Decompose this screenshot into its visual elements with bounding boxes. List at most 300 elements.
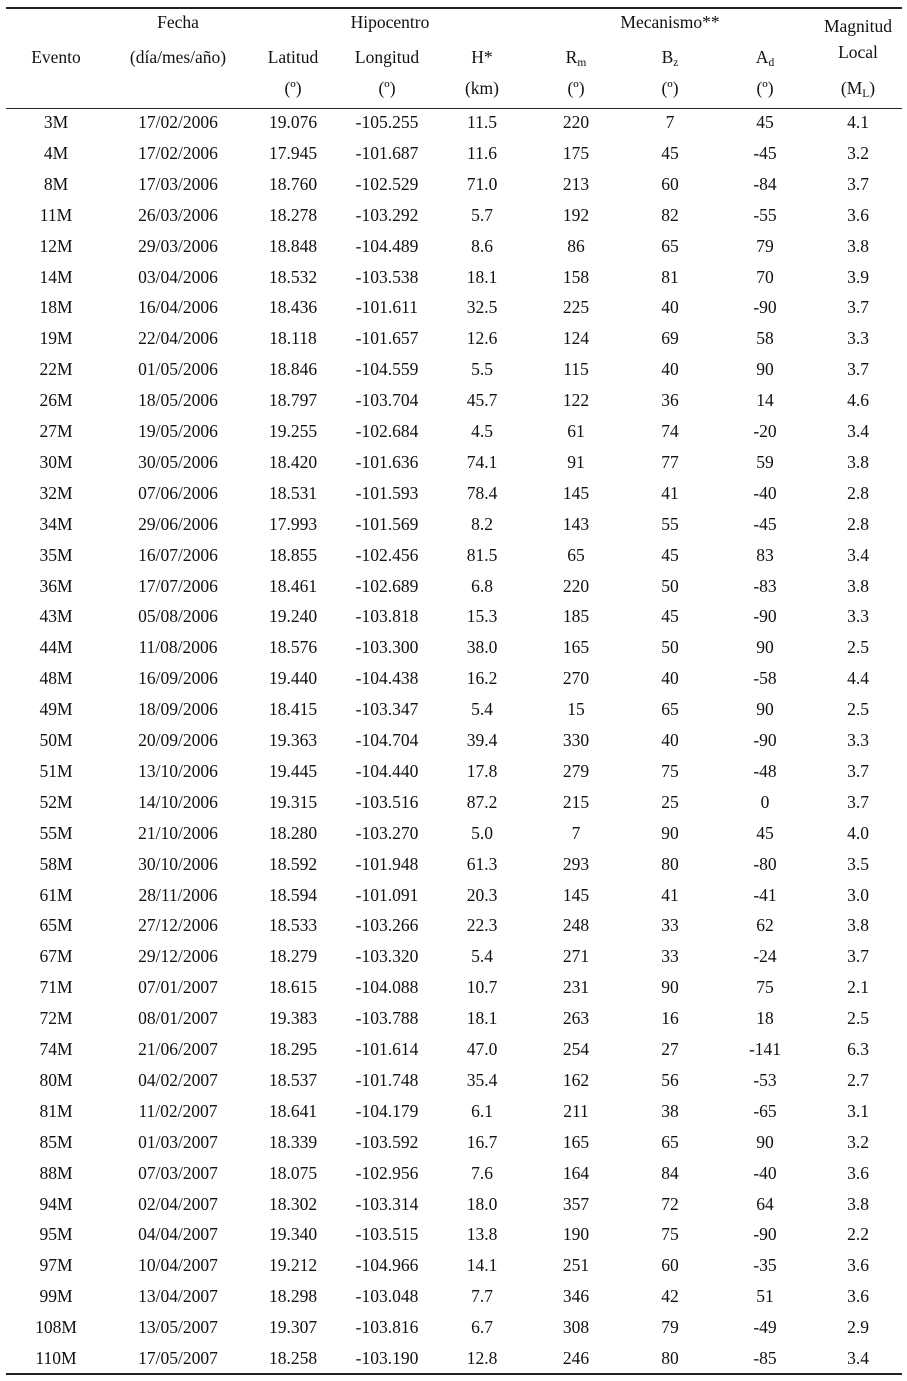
unit-b: (º) [661, 78, 679, 98]
cell-b: 38 [661, 1100, 679, 1121]
table-header-rule [6, 108, 902, 109]
cell-fecha: 20/09/2006 [138, 730, 218, 750]
cell-latitud: 18.280 [268, 822, 318, 843]
cell-latitud: 18.531 [268, 482, 318, 503]
cell-b: 25 [661, 791, 679, 812]
cell-latitud: 19.315 [268, 791, 318, 812]
cell-r: 213 [562, 173, 590, 194]
unit-ml-sub: L [862, 88, 870, 100]
cell-fecha: 07/03/2007 [138, 1162, 218, 1183]
table-row [0, 392, 907, 423]
table-row [0, 361, 907, 392]
cell-fecha: 13/10/2006 [138, 760, 218, 781]
cell-h: 12.8 [466, 1348, 498, 1368]
cell-b: 50 [661, 575, 679, 596]
cell-evento: 55M [39, 822, 73, 843]
cell-ml: 3.3 [847, 730, 869, 750]
cell-fecha: 17/02/2006 [138, 112, 218, 132]
cell-h: 14.1 [466, 1255, 498, 1276]
cell-b: 27 [661, 1039, 679, 1059]
cell-a: -85 [753, 1348, 777, 1368]
cell-h: 7.6 [471, 1162, 493, 1183]
cell-ml: 3.6 [847, 1255, 869, 1276]
cell-a: 18 [756, 1008, 774, 1029]
cell-evento: 80M [39, 1069, 73, 1090]
cell-b: 7 [665, 112, 675, 132]
cell-evento: 51M [39, 760, 73, 781]
cell-latitud: 18.258 [268, 1348, 318, 1368]
cell-fecha: 30/05/2006 [138, 451, 218, 472]
header-fecha: Fecha [157, 12, 199, 32]
cell-a: 58 [756, 328, 774, 349]
cell-evento: 50M [39, 730, 73, 750]
cell-fecha: 29/03/2006 [138, 235, 218, 256]
cell-fecha: 19/05/2006 [138, 421, 218, 441]
cell-longitud: -104.489 [355, 235, 419, 256]
cell-ml: 3.8 [847, 575, 869, 596]
cell-ml: 3.5 [847, 853, 869, 874]
cell-r: 145 [562, 884, 590, 905]
cell-b: 84 [661, 1162, 679, 1183]
cell-ml: 3.0 [847, 884, 869, 905]
cell-r: 122 [562, 390, 590, 411]
cell-ml: 3.7 [847, 760, 869, 781]
cell-a: 90 [756, 637, 774, 658]
table-row [0, 1162, 907, 1196]
cell-evento: 74M [39, 1039, 73, 1059]
table-row [0, 1100, 907, 1134]
cell-r: 251 [562, 1255, 590, 1276]
table-row [0, 1041, 907, 1072]
cell-b: 40 [661, 730, 679, 750]
cell-h: 11.6 [467, 142, 497, 163]
cell-evento: 32M [39, 482, 73, 503]
cell-latitud: 18.279 [268, 946, 318, 967]
cell-a: 64 [756, 1193, 774, 1214]
cell-fecha: 13/04/2007 [138, 1286, 218, 1307]
cell-evento: 88M [39, 1162, 73, 1183]
cell-fecha: 21/06/2007 [138, 1039, 218, 1059]
header-a [725, 49, 805, 67]
cell-fecha: 21/10/2006 [138, 822, 218, 843]
cell-b: 41 [661, 884, 679, 905]
table-row [0, 917, 907, 948]
cell-fecha: 02/04/2007 [138, 1193, 218, 1214]
cell-ml: 2.7 [847, 1069, 869, 1090]
cell-longitud: -101.948 [355, 853, 419, 874]
table-row [0, 1226, 907, 1257]
cell-a: -35 [753, 1255, 777, 1276]
cell-b: 60 [661, 1255, 679, 1276]
cell-longitud: -104.966 [355, 1255, 419, 1276]
cell-fecha: 17/02/2006 [138, 142, 218, 163]
cell-r: 162 [562, 1069, 590, 1090]
cell-evento: 19M [39, 328, 73, 349]
table-row [0, 1319, 907, 1350]
cell-ml: 3.8 [847, 915, 869, 936]
cell-b: 80 [661, 1348, 679, 1368]
cell-evento: 48M [39, 668, 73, 689]
cell-longitud: -103.818 [355, 606, 419, 627]
table-row [0, 173, 907, 207]
unit-ml-open: (M [840, 78, 863, 98]
cell-a: -20 [753, 421, 777, 441]
cell-b: 80 [661, 853, 679, 874]
cell-r: 220 [562, 575, 590, 596]
table-top-rule [6, 7, 902, 9]
cell-evento: 71M [39, 977, 73, 998]
cell-ml: 2.1 [847, 977, 869, 998]
cell-a: -55 [753, 204, 777, 225]
cell-longitud: -102.956 [355, 1162, 419, 1183]
cell-evento: 27M [39, 421, 73, 441]
cell-longitud: -101.748 [355, 1069, 419, 1090]
cell-evento: 108M [35, 1317, 77, 1338]
cell-b: 65 [661, 235, 679, 256]
cell-h: 74.1 [466, 451, 498, 472]
cell-a: 45 [756, 822, 774, 843]
cell-fecha: 28/11/2006 [138, 884, 218, 905]
cell-latitud: 19.383 [268, 1008, 318, 1029]
header-local: Local [838, 42, 878, 62]
cell-r: 143 [562, 513, 590, 534]
cell-h: 5.4 [471, 946, 493, 967]
header-dia-mes-anio: (día/mes/año) [129, 47, 227, 67]
table-row [0, 423, 907, 454]
cell-r: 346 [562, 1286, 590, 1307]
unit-a: (º) [756, 78, 774, 98]
cell-evento: 36M [39, 575, 73, 596]
cell-fecha: 18/05/2006 [138, 390, 218, 411]
cell-a: -45 [753, 513, 777, 534]
header-h: H* [471, 47, 493, 67]
cell-longitud: -103.592 [355, 1131, 419, 1152]
cell-h: 12.6 [466, 328, 498, 349]
header-longitud: Longitud [354, 47, 420, 67]
table-row [0, 330, 907, 361]
header-mecanismo: Mecanismo** [620, 12, 720, 32]
cell-fecha: 17/07/2006 [138, 575, 218, 596]
header-latitud: Latitud [267, 47, 319, 67]
cell-h: 4.5 [471, 421, 493, 441]
cell-h: 11.5 [467, 112, 497, 132]
cell-b: 75 [661, 760, 679, 781]
cell-latitud: 17.945 [268, 142, 318, 163]
cell-b: 75 [661, 1224, 679, 1245]
table-row [0, 142, 907, 176]
unit-longitud: (º) [378, 78, 396, 98]
cell-evento: 34M [39, 513, 73, 534]
cell-latitud: 18.797 [268, 390, 318, 411]
header-a-sub: d [768, 57, 775, 69]
cell-ml: 3.7 [847, 297, 869, 318]
cell-r: 158 [562, 266, 590, 287]
cell-r: 225 [562, 297, 590, 318]
cell-b: 74 [661, 421, 679, 441]
cell-h: 16.7 [466, 1131, 498, 1152]
header-r-sub: m [577, 57, 587, 69]
cell-r: 254 [562, 1039, 590, 1059]
cell-b: 45 [661, 142, 679, 163]
cell-h: 6.8 [471, 575, 493, 596]
table-row [0, 1193, 907, 1227]
cell-r: 271 [562, 946, 590, 967]
cell-h: 20.3 [466, 884, 498, 905]
cell-h: 6.7 [471, 1317, 493, 1338]
cell-ml: 2.9 [847, 1317, 869, 1338]
cell-latitud: 18.594 [268, 884, 318, 905]
cell-r: 91 [567, 451, 585, 472]
cell-r: 246 [562, 1348, 590, 1368]
cell-longitud: -101.611 [355, 297, 419, 318]
cell-a: -65 [753, 1100, 777, 1121]
cell-h: 16.2 [466, 668, 498, 689]
cell-b: 81 [661, 266, 679, 287]
cell-h: 8.6 [471, 235, 493, 256]
cell-latitud: 19.307 [268, 1317, 318, 1338]
cell-fecha: 01/05/2006 [138, 359, 218, 380]
cell-latitud: 19.445 [268, 760, 318, 781]
cell-r: 263 [562, 1008, 590, 1029]
cell-latitud: 19.255 [268, 421, 318, 441]
cell-r: 279 [562, 760, 590, 781]
cell-latitud: 18.846 [268, 359, 318, 380]
table-row [0, 853, 907, 887]
table-row [0, 482, 907, 516]
cell-latitud: 19.340 [268, 1224, 318, 1245]
cell-latitud: 19.212 [268, 1255, 318, 1276]
table-row [0, 513, 907, 547]
cell-h: 38.0 [466, 637, 498, 658]
table-row [0, 235, 907, 269]
header-hipocentro: Hipocentro [350, 12, 430, 32]
cell-a: -90 [753, 730, 777, 750]
cell-evento: 3M [43, 112, 69, 132]
cell-a: -45 [753, 142, 777, 163]
cell-fecha: 10/04/2007 [138, 1255, 218, 1276]
cell-b: 40 [661, 668, 679, 689]
cell-longitud: -103.190 [355, 1348, 419, 1368]
cell-evento: 65M [39, 915, 73, 936]
table-row [0, 608, 907, 639]
cell-r: 165 [562, 1131, 590, 1152]
cell-a: 79 [756, 235, 774, 256]
cell-fecha: 26/03/2006 [138, 204, 218, 225]
cell-longitud: -101.657 [355, 328, 419, 349]
cell-ml: 2.2 [847, 1224, 869, 1245]
cell-a: 45 [756, 112, 774, 132]
cell-latitud: 18.533 [268, 915, 318, 936]
cell-h: 47.0 [466, 1039, 498, 1059]
cell-r: 15 [567, 699, 585, 720]
cell-longitud: -104.438 [355, 668, 419, 689]
cell-r: 86 [567, 235, 585, 256]
cell-r: 211 [563, 1100, 589, 1121]
cell-a: 59 [756, 451, 774, 472]
cell-r: 308 [562, 1317, 590, 1338]
cell-b: 41 [661, 482, 679, 503]
cell-evento: 67M [39, 946, 73, 967]
cell-ml: 4.1 [847, 112, 869, 132]
cell-evento: 43M [39, 606, 73, 627]
cell-r: 231 [562, 977, 590, 998]
cell-b: 16 [661, 1008, 679, 1029]
cell-latitud: 18.532 [268, 266, 318, 287]
cell-fecha: 08/01/2007 [138, 1008, 218, 1029]
table-row [0, 979, 907, 1010]
cell-longitud: -101.569 [355, 513, 419, 534]
cell-b: 65 [661, 699, 679, 720]
cell-ml: 3.6 [847, 1286, 869, 1307]
table-row [0, 114, 907, 145]
cell-ml: 4.0 [847, 822, 869, 843]
cell-ml: 3.4 [847, 421, 869, 441]
cell-r: 124 [562, 328, 590, 349]
cell-latitud: 18.302 [268, 1193, 318, 1214]
cell-longitud: -104.088 [355, 977, 419, 998]
cell-h: 61.3 [466, 853, 498, 874]
cell-r: 330 [562, 730, 590, 750]
cell-b: 45 [661, 606, 679, 627]
cell-ml: 3.1 [847, 1100, 869, 1121]
cell-h: 45.7 [466, 390, 498, 411]
cell-evento: 61M [39, 884, 73, 905]
cell-h: 6.1 [471, 1100, 493, 1121]
cell-evento: 94M [39, 1193, 73, 1214]
cell-evento: 97M [39, 1255, 73, 1276]
unit-ml-close: ) [869, 78, 876, 98]
cell-b: 33 [661, 915, 679, 936]
cell-fecha: 17/03/2006 [138, 173, 218, 194]
cell-fecha: 01/03/2007 [138, 1131, 218, 1152]
cell-ml: 2.5 [847, 637, 869, 658]
cell-h: 5.7 [471, 204, 493, 225]
cell-a: 70 [756, 266, 774, 287]
cell-longitud: -103.538 [355, 266, 419, 287]
cell-longitud: -103.788 [355, 1008, 419, 1029]
cell-longitud: -101.614 [355, 1039, 419, 1059]
cell-a: -90 [753, 297, 777, 318]
cell-ml: 3.3 [847, 606, 869, 627]
table-row [0, 299, 907, 330]
cell-latitud: 19.363 [268, 730, 318, 750]
cell-r: 215 [562, 791, 590, 812]
cell-h: 7.7 [471, 1286, 493, 1307]
unit-h: (km) [464, 78, 500, 98]
cell-evento: 95M [39, 1224, 73, 1245]
cell-longitud: -102.689 [355, 575, 419, 596]
table-row [0, 670, 907, 701]
cell-h: 17.8 [466, 760, 498, 781]
cell-r: 293 [562, 853, 590, 874]
cell-latitud: 18.415 [268, 699, 318, 720]
cell-latitud: 18.641 [268, 1100, 318, 1121]
cell-a: -40 [753, 1162, 777, 1183]
cell-fecha: 29/06/2006 [138, 513, 218, 534]
cell-fecha: 03/04/2006 [138, 266, 218, 287]
table-row [0, 1131, 907, 1165]
cell-longitud: -101.593 [355, 482, 419, 503]
cell-latitud: 18.615 [268, 977, 318, 998]
table-row [0, 760, 907, 794]
cell-h: 8.2 [471, 513, 493, 534]
cell-h: 5.4 [471, 699, 493, 720]
cell-fecha: 05/08/2006 [138, 606, 218, 627]
cell-h: 18.1 [466, 266, 498, 287]
cell-longitud: -103.515 [355, 1224, 419, 1245]
table-row [0, 204, 907, 238]
header-b [630, 49, 710, 67]
cell-ml: 3.4 [847, 1348, 869, 1368]
cell-b: 82 [661, 204, 679, 225]
cell-a: -80 [753, 853, 777, 874]
cell-fecha: 11/08/2006 [138, 637, 218, 658]
cell-latitud: 18.298 [268, 1286, 318, 1307]
cell-latitud: 18.760 [268, 173, 318, 194]
cell-a: 62 [756, 915, 774, 936]
cell-b: 72 [661, 1193, 679, 1214]
cell-evento: 18M [39, 297, 73, 318]
cell-a: 75 [756, 977, 774, 998]
cell-h: 71.0 [466, 173, 498, 194]
cell-evento: 11M [39, 204, 73, 225]
cell-fecha: 07/01/2007 [138, 977, 218, 998]
cell-longitud: -103.048 [355, 1286, 419, 1307]
cell-evento: 58M [39, 853, 73, 874]
cell-latitud: 18.420 [268, 451, 318, 472]
cell-ml: 4.6 [847, 390, 869, 411]
cell-longitud: -104.179 [355, 1100, 419, 1121]
cell-b: 33 [661, 946, 679, 967]
cell-evento: 72M [39, 1008, 73, 1029]
cell-fecha: 22/04/2006 [138, 328, 218, 349]
cell-b: 45 [661, 544, 679, 565]
cell-ml: 2.8 [847, 513, 869, 534]
cell-h: 22.3 [466, 915, 498, 936]
cell-latitud: 19.240 [268, 606, 318, 627]
cell-fecha: 16/07/2006 [138, 544, 218, 565]
cell-b: 50 [661, 637, 679, 658]
cell-longitud: -102.529 [355, 173, 419, 194]
cell-latitud: 18.537 [268, 1069, 318, 1090]
cell-ml: 3.8 [847, 1193, 869, 1214]
cell-ml: 2.8 [847, 482, 869, 503]
table-row [0, 451, 907, 485]
cell-latitud: 18.075 [268, 1162, 318, 1183]
cell-longitud: -103.320 [355, 946, 419, 967]
cell-b: 36 [661, 390, 679, 411]
cell-r: 164 [562, 1162, 590, 1183]
cell-ml: 3.8 [847, 451, 869, 472]
cell-latitud: 19.440 [268, 668, 318, 689]
cell-ml: 2.5 [847, 1008, 869, 1029]
cell-h: 18.1 [466, 1008, 498, 1029]
cell-b: 90 [661, 822, 679, 843]
cell-b: 55 [661, 513, 679, 534]
cell-r: 248 [562, 915, 590, 936]
cell-longitud: -102.684 [355, 421, 419, 441]
header-magnitud: Magnitud [823, 16, 893, 36]
cell-ml: 3.7 [847, 791, 869, 812]
cell-evento: 110M [35, 1348, 77, 1368]
cell-r: 357 [562, 1193, 590, 1214]
cell-latitud: 18.848 [268, 235, 318, 256]
cell-fecha: 04/04/2007 [138, 1224, 218, 1245]
cell-evento: 4M [43, 142, 69, 163]
cell-fecha: 16/09/2006 [138, 668, 218, 689]
cell-r: 7 [571, 822, 581, 843]
cell-ml: 3.6 [847, 204, 869, 225]
